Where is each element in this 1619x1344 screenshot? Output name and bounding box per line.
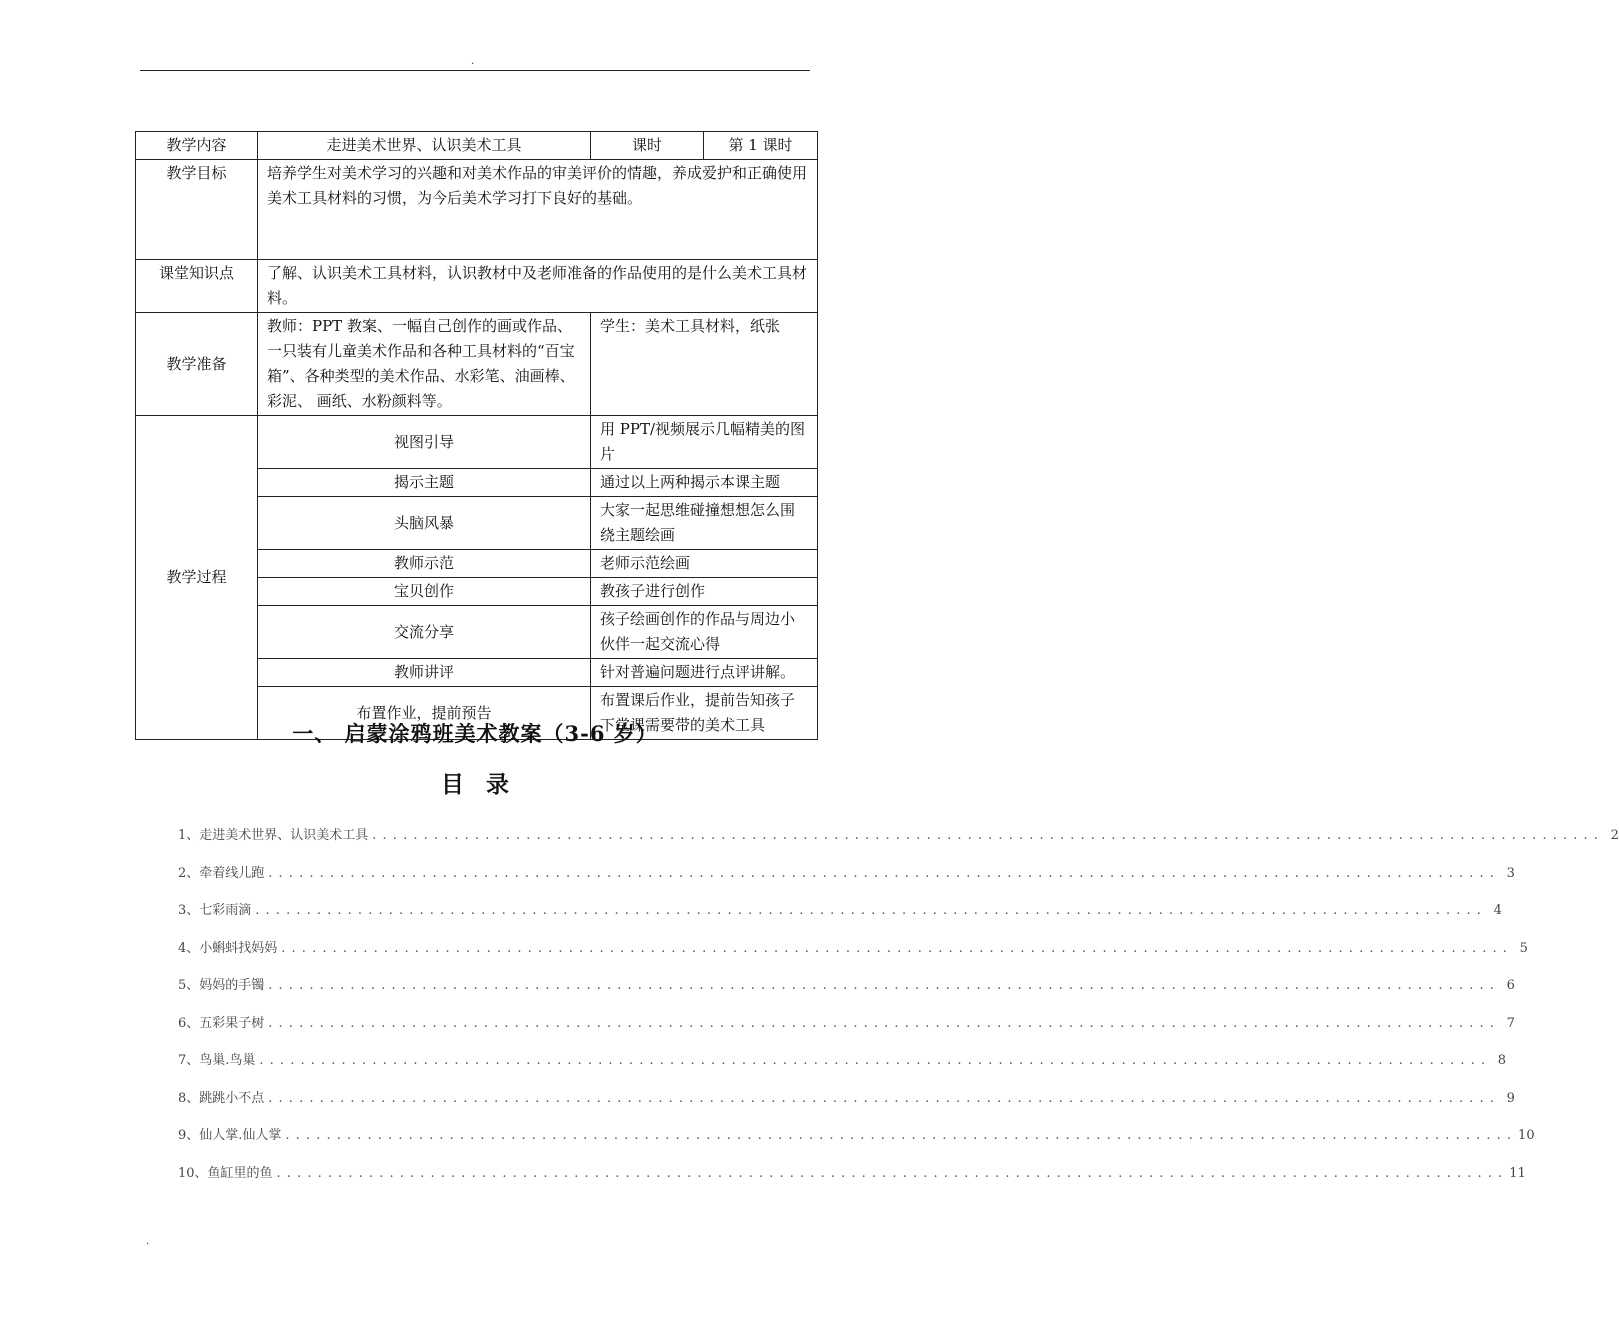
- toc-entry-page: 7: [1506, 1015, 1515, 1031]
- toc-title: 目录: [441, 771, 531, 798]
- toc-entry-page: 10: [1518, 1128, 1535, 1143]
- table-row: [136, 416, 818, 469]
- toc-leader: . . . . . . . . . . . . . . . . . . . . . . . . . . . . . . . . . . . . . . . . . . . . . . . . . . . . . . . . . . . . . . . . . . . . . . . . . . . . . . . . . . . . . . . . . . . . . . . . . . . . . . . . . . . . . . . . . . . . . . . .: [268, 865, 1495, 881]
- toc-entry-page: 11: [1509, 1165, 1526, 1181]
- footer-mark: .: [146, 1236, 150, 1247]
- toc-entry-title: 4、小蝌蚪找妈妈: [178, 940, 278, 956]
- toc-entry-page: 3: [1506, 865, 1515, 881]
- toc-entry-title: 6、五彩果子树: [178, 1015, 265, 1031]
- step-desc: 孩子绘画创作的作品与周边小伙伴一起交流心得: [591, 606, 818, 659]
- toc-entry-title: 8、跳跳小不点: [178, 1090, 265, 1106]
- toc-entry-page: 9: [1506, 1090, 1515, 1106]
- toc-entry-title: 1、走进美术世界、认识美术工具: [178, 828, 369, 843]
- row-label-prep: 教学准备: [136, 313, 258, 416]
- hours-label: 课时: [591, 132, 704, 160]
- table-row: [136, 132, 818, 160]
- lesson-topic: 走进美术世界、认识美术工具: [258, 132, 591, 160]
- table-row: [136, 160, 818, 260]
- row-label-content: 教学内容: [136, 132, 258, 160]
- step-name: 教师讲评: [258, 659, 591, 687]
- toc-entry-page: 4: [1493, 903, 1502, 918]
- toc-entry-page: 5: [1519, 940, 1528, 956]
- step-name: 视图引导: [258, 416, 591, 469]
- toc-entry[interactable]: [178, 1087, 1515, 1125]
- toc-entry[interactable]: [178, 1049, 1507, 1087]
- toc-entry-title: 7、鸟巢.鸟巢: [178, 1053, 256, 1068]
- toc-entry-title: 2、牵着线儿跑: [178, 865, 265, 881]
- step-name: 揭示主题: [258, 469, 591, 497]
- toc-entry[interactable]: [178, 974, 1515, 1012]
- step-desc: 通过以上两种揭示本课主题: [591, 469, 818, 497]
- step-desc: 大家一起思维碰撞想想怎么围绕主题绘画: [591, 497, 818, 550]
- table-of-contents: [178, 824, 1619, 1199]
- toc-leader: . . . . . . . . . . . . . . . . . . . . . . . . . . . . . . . . . . . . . . . . . . . . . . . . . . . . . . . . . . . . . . . . . . . . . . . . . . . . . . . . . . . . . . . . . . . . . . . . . . . . . . . . . . . . . . . . . . . . . . . .: [285, 1128, 1513, 1143]
- toc-leader: . . . . . . . . . . . . . . . . . . . . . . . . . . . . . . . . . . . . . . . . . . . . . . . . . . . . . . . . . . . . . . . . . . . . . . . . . . . . . . . . . . . . . . . . . . . . . . . . . . . . . . . . . . . . . . . . . . . . . . . .: [255, 903, 1482, 918]
- step-desc: 针对普遍问题进行点评讲解。: [591, 659, 818, 687]
- document-title: 一、 启蒙涂鸦班美术教案（3-6 岁）: [292, 721, 658, 746]
- row-label-goal: 教学目标: [136, 160, 258, 260]
- step-name: 教师示范: [258, 550, 591, 578]
- step-desc: 用 PPT/视频展示几幅精美的图片: [591, 416, 818, 469]
- toc-entry-page: 6: [1506, 978, 1515, 993]
- header-rule: [140, 70, 810, 71]
- toc-entry[interactable]: [178, 824, 1619, 862]
- step-name: 布置作业，提前预告: [258, 687, 591, 740]
- header-mark: .: [471, 56, 475, 67]
- toc-entry-title: 3、七彩雨滴: [178, 903, 252, 918]
- hours-value: 第 1 课时: [704, 132, 818, 160]
- step-desc: 教孩子进行创作: [591, 578, 818, 606]
- step-desc: 布置课后作业，提前告知孩子下堂课需要带的美术工具: [591, 687, 818, 740]
- toc-entry[interactable]: [178, 1124, 1535, 1162]
- teaching-goal: 培养学生对美术学习的兴趣和对美术作品的审美评价的情趣，养成爱护和正确使用美术工具材料的习惯，为今后美术学习打下良好的基础。: [258, 160, 818, 260]
- step-name: 头脑风暴: [258, 497, 591, 550]
- toc-entry-title: 5、妈妈的手镯: [178, 978, 265, 993]
- toc-leader: . . . . . . . . . . . . . . . . . . . . . . . . . . . . . . . . . . . . . . . . . . . . . . . . . . . . . . . . . . . . . . . . . . . . . . . . . . . . . . . . . . . . . . . . . . . . . . . . . . . . . . . . . . . . . . . . . . . . . . . .: [259, 1053, 1487, 1068]
- toc-leader: . . . . . . . . . . . . . . . . . . . . . . . . . . . . . . . . . . . . . . . . . . . . . . . . . . . . . . . . . . . . . . . . . . . . . . . . . . . . . . . . . . . . . . . . . . . . . . . . . . . . . . . . . . . . . . . . . . . . . . . .: [268, 978, 1495, 993]
- teacher-prep: 教师：PPT 教案、一幅自己创作的画或作品、一只装有儿童美术作品和各种工具材料的“百宝箱”、各种类型的美术作品、水彩笔、油画棒、彩泥、 画纸、水粉颜料等。: [258, 313, 591, 416]
- toc-leader: . . . . . . . . . . . . . . . . . . . . . . . . . . . . . . . . . . . . . . . . . . . . . . . . . . . . . . . . . . . . . . . . . . . . . . . . . . . . . . . . . . . . . . . . . . . . . . . . . . . . . . . . . . . . . . . . . . . . . . . .: [276, 1165, 1504, 1181]
- toc-leader: . . . . . . . . . . . . . . . . . . . . . . . . . . . . . . . . . . . . . . . . . . . . . . . . . . . . . . . . . . . . . . . . . . . . . . . . . . . . . . . . . . . . . . . . . . . . . . . . . . . . . . . . . . . . . . . . . . . . . . . .: [372, 828, 1599, 843]
- table-row: [136, 313, 818, 416]
- toc-leader: . . . . . . . . . . . . . . . . . . . . . . . . . . . . . . . . . . . . . . . . . . . . . . . . . . . . . . . . . . . . . . . . . . . . . . . . . . . . . . . . . . . . . . . . . . . . . . . . . . . . . . . . . . . . . . . . . . . . . . . .: [268, 1090, 1495, 1106]
- row-label-process: 教学过程: [136, 416, 258, 740]
- toc-entry-title: 10、鱼缸里的鱼: [178, 1165, 273, 1181]
- toc-entry[interactable]: [178, 862, 1515, 900]
- table-row: [136, 260, 818, 313]
- toc-leader: . . . . . . . . . . . . . . . . . . . . . . . . . . . . . . . . . . . . . . . . . . . . . . . . . . . . . . . . . . . . . . . . . . . . . . . . . . . . . . . . . . . . . . . . . . . . . . . . . . . . . . . . . . . . . . . . . . . . . . . .: [268, 1015, 1495, 1031]
- step-name: 交流分享: [258, 606, 591, 659]
- step-name: 宝贝创作: [258, 578, 591, 606]
- toc-entry-title: 9、仙人掌.仙人掌: [178, 1128, 282, 1143]
- toc-entry[interactable]: [178, 1162, 1526, 1200]
- step-desc: 老师示范绘画: [591, 550, 818, 578]
- toc-entry[interactable]: [178, 937, 1528, 975]
- toc-entry-page: 8: [1497, 1053, 1507, 1068]
- toc-entry[interactable]: [178, 1012, 1515, 1050]
- lesson-plan-table: [135, 131, 818, 740]
- toc-entry[interactable]: [178, 899, 1502, 937]
- row-label-knowledge: 课堂知识点: [136, 260, 258, 313]
- toc-leader: . . . . . . . . . . . . . . . . . . . . . . . . . . . . . . . . . . . . . . . . . . . . . . . . . . . . . . . . . . . . . . . . . . . . . . . . . . . . . . . . . . . . . . . . . . . . . . . . . . . . . . . . . . . . . . . . . . . . . . . .: [281, 940, 1508, 956]
- toc-entry-page: 2: [1610, 828, 1619, 843]
- student-prep: 学生：美术工具材料，纸张: [591, 313, 818, 416]
- knowledge-points: 了解、认识美术工具材料，认识教材中及老师准备的作品使用的是什么美术工具材料。: [258, 260, 818, 313]
